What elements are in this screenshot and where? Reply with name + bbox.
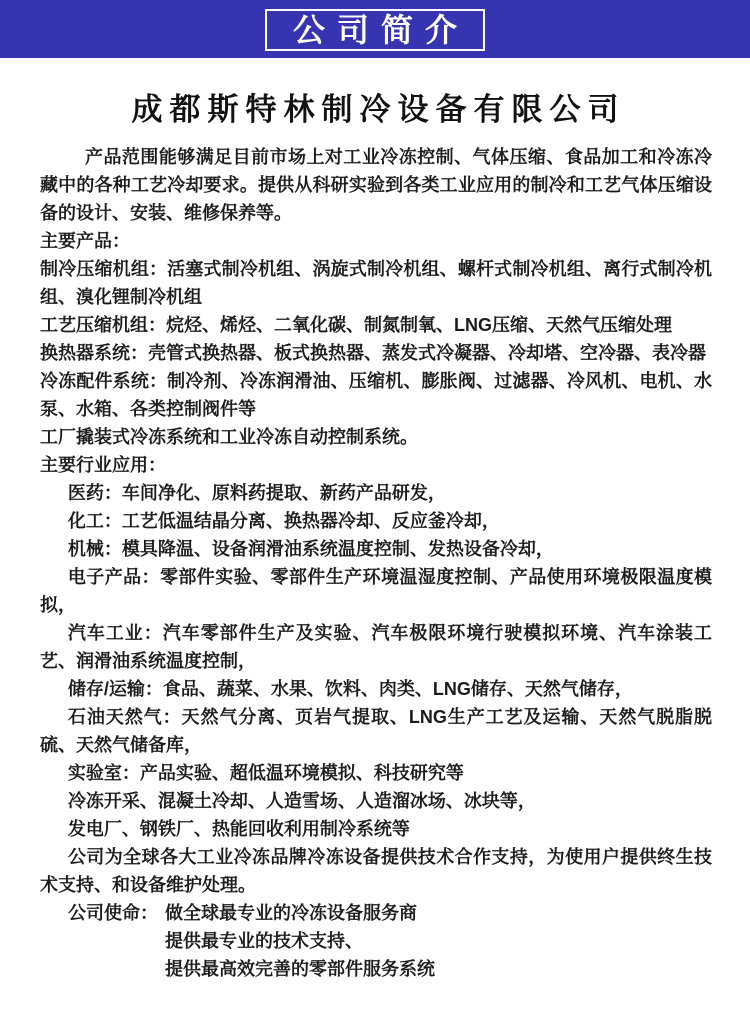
mission-line: 提供最高效完善的零部件服务系统	[165, 959, 435, 979]
banner-title: 公司简介	[292, 12, 469, 48]
industry-line: 冷冻开采、混凝土冷却、人造雪场、人造溜冰场、冰块等，	[67, 791, 536, 811]
mission-line: 做全球最专业的冷冻设备服务商	[165, 903, 417, 923]
product-line: 换热器系统：壳管式换热器、板式换热器、蒸发式冷凝器、冷却塔、空冷器、表冷器	[40, 343, 706, 363]
product-line: 工艺压缩机组：烷烃、烯烃、二氧化碳、制氮制氧、LNG压缩、天然气压缩处理	[40, 315, 672, 335]
company-intro-body	[0, 143, 750, 1013]
industry-line: 机械：模具降温、设备润滑油系统温度控制、发热设备冷却，	[67, 539, 554, 559]
industry-line: 化工：工艺低温结晶分离、换热器冷却、反应釜冷却，	[67, 511, 500, 531]
industry-line: 医药：车间净化、原料药提取、新药产品研发，	[67, 483, 446, 503]
product-line: 制冷压缩机组：活塞式制冷机组、涡旋式制冷机组、螺杆式制冷机组、离行式制冷机组、溴化锂制冷机组	[40, 259, 712, 307]
industry-line: 石油天然气：天然气分离、页岩气提取、LNG生产工艺及运输、天然气脱脂脱硫、天然气储备库，	[40, 707, 712, 755]
industry-line: 电子产品：零部件实验、零部件生产环境温湿度控制、产品使用环境极限温度模拟，	[40, 567, 712, 615]
section-banner	[0, 0, 750, 58]
product-line: 工厂撬装式冷冻系统和工业冷冻自动控制系统。	[40, 427, 418, 447]
mission-lines	[165, 899, 435, 983]
company-title: 成都斯特林制冷设备有限公司	[131, 92, 626, 127]
industry-line: 实验室：产品实验、超低温环境模拟、科技研究等	[67, 763, 464, 783]
mission-line: 提供最专业的技术支持、	[165, 931, 363, 951]
intro-paragraph: 产品范围能够满足目前市场上对工业冷冻控制、气体压缩、食品加工和冷冻冷藏中的各种工艺冷却要求。提供从科研实验到各类工业应用的制冷和工艺气体压缩设备的设计、安装、维修保养等。	[40, 147, 712, 223]
industry-line: 汽车工业：汽车零部件生产及实验、汽车极限环境行驶模拟环境、汽车涂装工艺、润滑油系统温度控制，	[40, 623, 712, 671]
mission-label: 公司使命：	[68, 903, 158, 923]
industry-line: 发电厂、钢铁厂、热能回收利用制冷系统等	[67, 819, 410, 839]
industry-line: 储存/运输：食品、蔬菜、水果、饮料、肉类、LNG储存、天然气储存，	[67, 679, 633, 699]
banner-title-box	[265, 9, 485, 51]
industries-heading: 主要行业应用：	[40, 455, 166, 475]
support-paragraph: 公司为全球各大工业冷冻品牌冷冻设备提供技术合作支持，为使用户提供终生技术支持、和设备维护处理。	[40, 847, 712, 895]
product-line: 冷冻配件系统：制冷剂、冷冻润滑油、压缩机、膨胀阀、过滤器、冷风机、电机、水泵、水箱、各类控制阀件等	[40, 371, 712, 419]
mission-block	[40, 899, 712, 983]
products-heading: 主要产品：	[40, 231, 130, 251]
